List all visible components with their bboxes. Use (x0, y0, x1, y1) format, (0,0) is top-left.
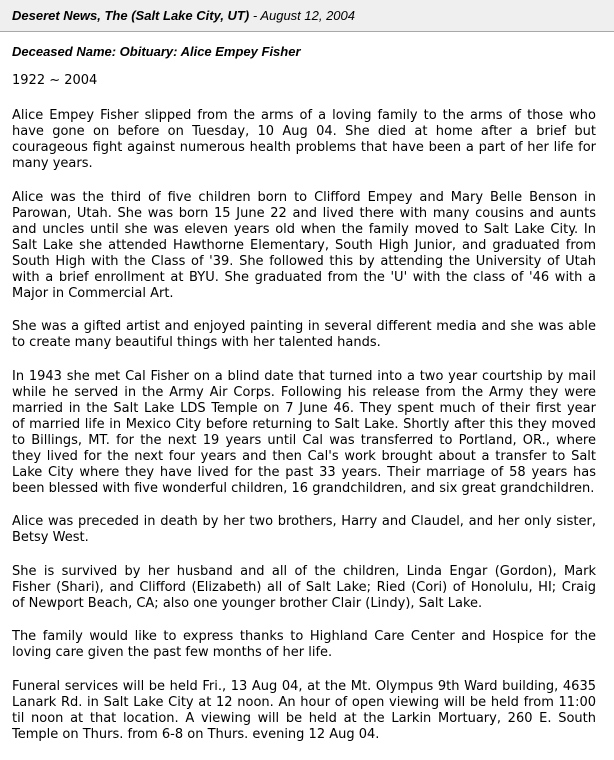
paragraph-line: to Billings, MT. for the next 19 years until Cal was transferred to Portland, OR., where (12, 432, 596, 448)
publication-date: August 12, 2004 (260, 8, 356, 23)
paragraph-line: of Newport Beach, CA; also one younger brother Clair (Lindy), Salt Lake. (12, 595, 483, 611)
obituary-paragraph (12, 108, 596, 172)
paragraph-line: Fisher (Shari), and Clifford (Elizabeth) all of Salt Lake; Ried (Cori) of Honolulu, HI; Craig (12, 579, 596, 595)
paragraph-line: Alice was the third of five children born to Clifford Empey and Mary Belle Benson in (12, 189, 596, 205)
paragraph-line: Alice Empey Fisher slipped from the arms of a loving family to the arms of those who (12, 108, 596, 123)
obituary-title: Deceased Name: Obituary: Alice Empey Fisher (12, 44, 301, 59)
paragraph-line: with a brief enrollment at BYU. She graduated from the 'U' with the class of '46 with a (12, 269, 596, 285)
paragraph-line: courageous fight against numerous health problems that have been a part of her life for (12, 140, 596, 155)
paragraph-line: have gone on before on Tuesday, 10 Aug 04. She died at home after a brief but (12, 124, 596, 139)
paragraph-line: South High with the Class of '39. She followed this by attending the University of Utah (12, 253, 596, 269)
paragraph-line: been blessed with five wonderful children, 16 grandchildren, and six great grandchildren. (12, 480, 595, 496)
paragraph-line: Funeral services will be held Fri., 13 Aug 04, at the Mt. Olympus 9th Ward building, 4635 (12, 678, 596, 694)
obituary-paragraph (12, 629, 596, 661)
paragraph-line: The family would like to express thanks to Highland Care Center and Hospice for the (12, 629, 596, 644)
paragraph-line: Betsy West. (12, 530, 89, 545)
paragraph-line: Temple on Thurs. from 6-8 on Thurs. evening 12 Aug 04. (12, 726, 380, 742)
obituary-body (12, 73, 596, 743)
paragraph-line: Parowan, Utah. She was born 15 June 22 and lived there with many cousins and aunts (12, 205, 596, 221)
paragraph-line: In 1943 she met Cal Fisher on a blind date that turned into a two year courtship by mail (12, 368, 596, 384)
paragraph-line: Salt Lake she attended Hawthorne Elementary, South High Junior, and graduated from (12, 237, 596, 253)
paragraph-line: to create many beautiful things with her talented hands. (12, 335, 381, 350)
paragraph-line: Lanark Rd. in Salt Lake City at 12 noon. An hour of open viewing will be held from 11:00 (12, 694, 596, 710)
paragraph-line: of married life in Mexico City before returning to Salt Lake. Shortly after this they moved (12, 416, 596, 432)
paragraph-line: while he served in the Army Air Corps. Following his release from the Army they were (12, 384, 596, 400)
dateline-separator: - (252, 8, 258, 23)
publication-name: Deseret News, The (Salt Lake City, UT) (12, 8, 250, 23)
obituary-paragraph (12, 369, 596, 497)
paragraph-line: loving care given the past few months of her life. (12, 645, 333, 660)
publication-header (0, 0, 614, 32)
obituary-paragraph (12, 514, 596, 546)
lifespan-dates: 1922 ~ 2004 (12, 73, 98, 88)
paragraph-line: they lived for the next four years and then Cal's work brought about a transfer to Salt (12, 448, 596, 464)
paragraph-line: She is survived by her husband and all of the children, Linda Engar (Gordon), Mark (12, 563, 596, 579)
obituary-paragraph (12, 679, 596, 743)
obituary-paragraph (12, 319, 596, 351)
paragraph-line: married in the Salt Lake LDS Temple on 7 June 46. They spent much of their first year (12, 400, 596, 416)
paragraph-line: Alice was preceded in death by her two brothers, Harry and Claudel, and her only sister, (12, 514, 596, 529)
paragraph-line: Major in Commercial Art. (12, 285, 174, 301)
paragraph-line: til noon at that location. A viewing will be held at the Larkin Mortuary, 260 E. South (12, 710, 596, 726)
paragraph-line: many years. (12, 156, 93, 171)
obituary-paragraph (12, 564, 596, 612)
obituary-paragraph (12, 190, 596, 302)
paragraph-line: Lake City where they have lived for the past 33 years. Their marriage of 58 years has (12, 464, 596, 480)
paragraph-line: and uncles until she was eleven years old when the family moved to Salt Lake City. In (12, 221, 596, 237)
obituary-paragraphs (12, 108, 596, 743)
paragraph-line: She was a gifted artist and enjoyed painting in several different media and she was able (12, 319, 596, 334)
